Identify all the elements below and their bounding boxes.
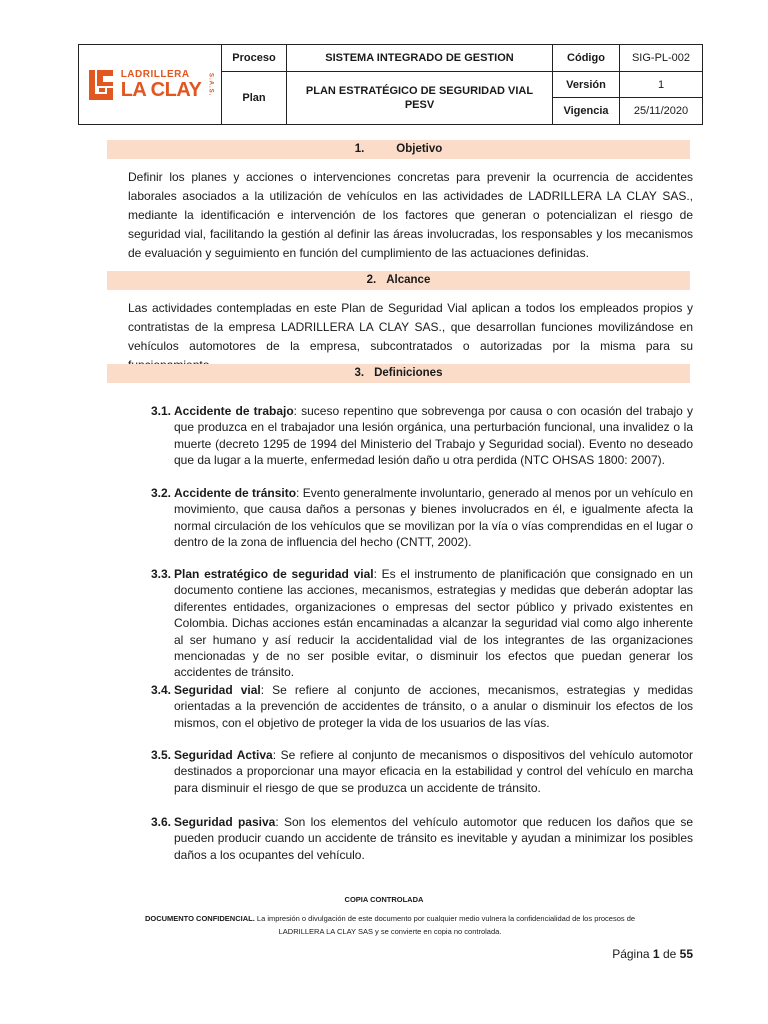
logo-line1: LADRILLERA <box>120 68 190 80</box>
section-title: Alcance <box>386 274 431 286</box>
definition-term: Plan estratégico de seguridad vial <box>174 567 374 581</box>
definition-number: 3.6. <box>151 815 172 829</box>
logo-sas: S.A.S. <box>207 72 214 97</box>
definition-number: 3.4. <box>151 683 172 697</box>
definition-item <box>151 485 693 551</box>
section-number: 2. <box>366 274 377 286</box>
document-header <box>78 44 703 125</box>
section-alcance-heading <box>107 271 690 290</box>
definition-item <box>151 682 693 731</box>
definition-number: 3.2. <box>151 486 172 500</box>
codigo-label: Código <box>553 45 620 72</box>
logo-line2: LA CLAY <box>120 78 202 101</box>
page-of: de <box>662 947 677 961</box>
definition-number: 3.1. <box>151 404 172 418</box>
confidentiality-text: La impresión o divulgación de este documento por cualquier medio vulnera la confidencialidad de los procesos de <box>254 914 636 923</box>
logo-mark-icon <box>87 68 115 102</box>
definition-text: : Se refiere al conjunto de mecanismos o dispositivos del vehículo automotor destinados a proporcionar una mayor eficacia en la estabilidad y control del vehículo en marcha para disminuir el riesgo de que se produzca un accidente de tránsito. <box>174 748 693 795</box>
section-title: Objetivo <box>396 143 443 155</box>
version-value: 1 <box>620 72 703 98</box>
definition-term: Seguridad pasiva <box>174 815 276 829</box>
definition-number: 3.3. <box>151 567 172 581</box>
section-number: 1. <box>354 143 365 155</box>
plan-value-line1: PLAN ESTRATÉGICO DE SEGURIDAD VIAL <box>305 85 534 97</box>
objetivo-text: Definir los planes y acciones o intervenciones concretas para prevenir la ocurrencia de accidentes laborales asociados a la utilización de vehículos en las actividades de LADRILLERA LA CLAY SAS., mediante la identificación e intervención de los factores que generan o potencializan el riesgo de seguridad vial, facilitando la gestión al definir las áreas involucradas, los responsables y los mecanismos de evaluación y seguimiento en función del cumplimiento de las actuaciones definidas. <box>128 170 693 260</box>
definition-term: Seguridad Activa <box>174 748 273 762</box>
confidentiality-company: LADRILLERA LA CLAY SAS <box>278 927 373 936</box>
vigencia-value: 25/11/2020 <box>620 98 703 125</box>
definition-item <box>151 566 693 681</box>
alcance-text: Las actividades contempladas en este Plan de Seguridad Vial aplican a todos los empleados propios y contratistas de la empresa LADRILLERA LA CLAY SAS., que desarrollan funciones movilizándose en vehículos automotores de la empresa, subcontratados o autorizadas por la misma para su <box>128 301 693 353</box>
definition-number: 3.5. <box>151 748 172 762</box>
proceso-value: SISTEMA INTEGRADO DE GESTION <box>287 45 553 72</box>
section-title: Definiciones <box>374 367 443 379</box>
definition-item <box>151 403 693 469</box>
definition-text: : suceso repentino que sobrevenga por causa o con ocasión del trabajo y que produzca en el trabajador una lesión orgánica, una perturbación funcional, una invalidez o la muerte (decreto 1295 de 1994 del Ministerio del Trabajo y Seguridad social). Evento no deseado que da lugar a la muerte, enfermedad lesión daño u otra perdida (NTC OHSAS 1800: 2007). <box>174 404 693 468</box>
version-label: Versión <box>553 72 620 98</box>
definition-item <box>151 747 693 796</box>
plan-label: Plan <box>222 72 287 125</box>
definition-text: : Evento generalmente involuntario, generado al menos por un vehículo en movimiento, que causa daños a personas y bienes involucrados en él, e igualmente afecta la normal circulación de los vehículos que se movilizan por la vía o vías comprendidas en el lugar o dentro de la zona de influencia del hecho (CNTT, 2002). <box>174 486 693 550</box>
page-total: 55 <box>679 947 693 961</box>
proceso-label: Proceso <box>222 45 287 72</box>
plan-value-line2: PESV <box>404 99 435 111</box>
definition-term: Accidente de trabajo <box>174 404 294 418</box>
section-objetivo-heading <box>107 140 690 159</box>
definition-text: : Se refiere al conjunto de acciones, mecanismos, estrategias y medidas orientadas a la prevención de accidentes de tránsito, o a anular o disminuir los efectos de los mismos, con el objetivo de proteger la vida de los usuarios de las vías. <box>174 683 693 730</box>
definition-text: : Son los elementos del vehículo automotor que reducen los daños que se pueden producir cuando un accidente de tránsito es inevitable y ayudan a minimizar los posibles daños a los ocupantes del vehículo. <box>174 815 693 862</box>
page-current: 1 <box>652 947 660 961</box>
definition-term: Seguridad vial <box>174 683 261 697</box>
page-number <box>612 947 693 961</box>
codigo-value: SIG-PL-002 <box>620 45 703 72</box>
plan-value <box>287 72 553 125</box>
section-definiciones-heading <box>107 364 690 383</box>
confidentiality-tail: y se convierte en copia no controlada. <box>372 927 502 936</box>
definition-item <box>151 814 693 863</box>
definition-term: Accidente de tránsito <box>174 486 297 500</box>
vigencia-label: Vigencia <box>553 98 620 125</box>
confidentiality-bold: DOCUMENTO CONFIDENCIAL. <box>144 914 255 923</box>
definition-text: : Es el instrumento de planificación que consignado en un documento contiene las acciones, mecanismos, estrategias y medidas que deberán adoptar las diferentes entidades, organizaciones o empresas del sector público y privado existentes en Colombia. Dichas acciones están encaminadas a alcanzar la seguridad vial como algo inherente al ser humano y así reducir la accidentalidad vial de los integrantes de las organizaciones mencionadas y de no ser posible evitar, o disminuir los efectos que puedan generar los accidentes de tránsito. <box>174 567 693 680</box>
confidentiality-notice <box>125 912 655 938</box>
copy-controlled-notice: COPIA CONTROLADA <box>344 895 424 904</box>
page-label: Página <box>612 947 650 961</box>
section-number: 3. <box>354 367 365 379</box>
company-logo <box>79 45 222 125</box>
